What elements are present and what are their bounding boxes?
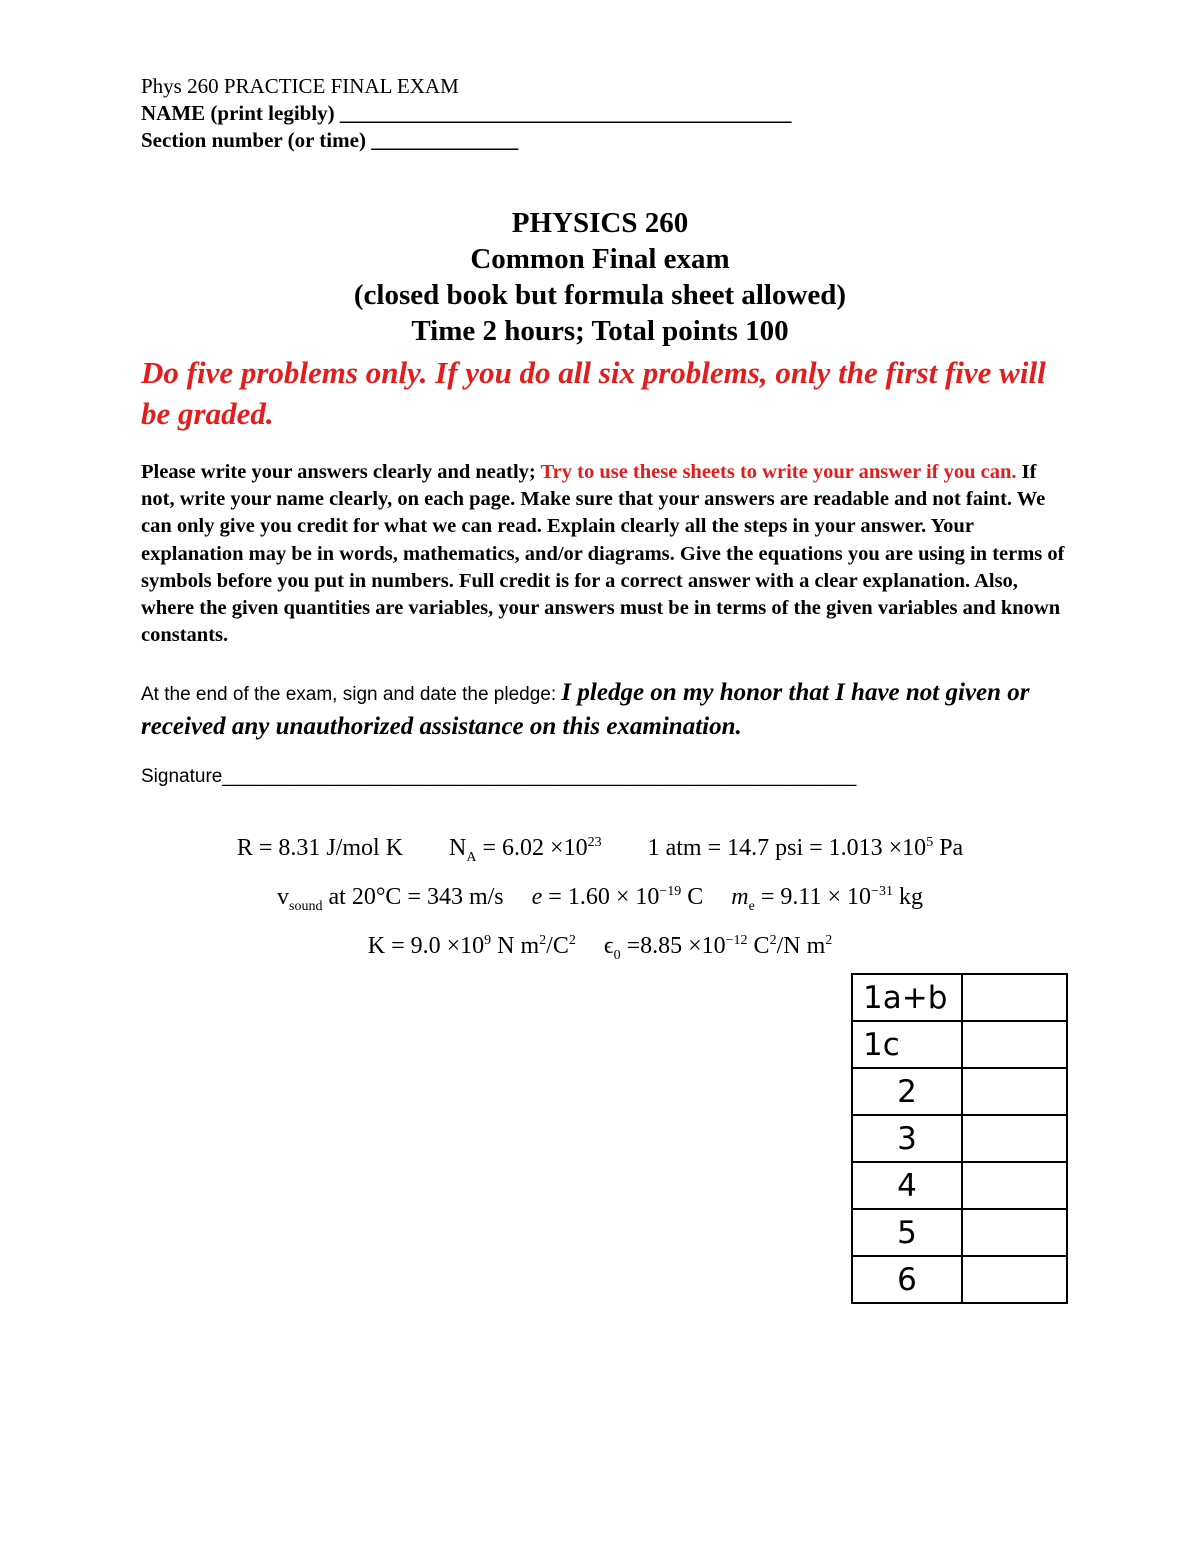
score-row bbox=[852, 1162, 1067, 1209]
red-instruction: Do five problems only. If you do all six problems, only the first five will be graded. bbox=[141, 355, 1046, 431]
score-row-label: 1a+b bbox=[852, 974, 962, 1021]
score-cell bbox=[962, 1209, 1067, 1256]
avogadro-number: $N_A = 6.02 \times 10^{23}$ bbox=[449, 835, 602, 865]
course-line: Phys 260 PRACTICE FINAL EXAM bbox=[141, 74, 459, 98]
score-cell bbox=[962, 974, 1067, 1021]
score-cell bbox=[962, 1021, 1067, 1068]
instructions-paragraph bbox=[141, 459, 1071, 649]
constants-row-2 bbox=[0, 875, 1200, 924]
score-cell bbox=[962, 1162, 1067, 1209]
constants-row-1 bbox=[0, 826, 1200, 875]
score-row bbox=[852, 1021, 1067, 1068]
score-row bbox=[852, 974, 1067, 1021]
instructions-red-part: Try to use these sheets to write your answer if you can. bbox=[540, 461, 1017, 483]
title-time-points: Time 2 hours; Total points 100 bbox=[411, 315, 789, 347]
constants-row-3 bbox=[0, 924, 1200, 973]
electron-charge: $e = 1.60 \times 10^{-19}$ C bbox=[531, 883, 704, 910]
score-cell bbox=[962, 1068, 1067, 1115]
pledge-lead: At the end of the exam, sign and date the pledge: bbox=[141, 684, 562, 705]
score-table bbox=[851, 973, 1068, 1304]
speed-of-sound: $v_{sound}$ at 20°C = 343 m/s bbox=[277, 883, 504, 914]
section-field-line: Section number (or time) ______________ bbox=[141, 128, 519, 152]
pledge-paragraph bbox=[141, 677, 1071, 744]
score-row-label: 4 bbox=[852, 1162, 962, 1209]
name-field-line: NAME (print legibly) ___________________________________________ bbox=[141, 101, 792, 125]
score-row bbox=[852, 1209, 1067, 1256]
score-row bbox=[852, 1068, 1067, 1115]
electron-mass: $m_e = 9.11 \times 10^{-31}$ kg bbox=[731, 883, 923, 914]
coulomb-constant: $K = 9.0 \times 10^9$ N $m^2/C^2$ bbox=[367, 932, 576, 959]
pledge-text: I pledge on my honor that I have not given or received any unauthorized assistance on this examination. bbox=[141, 679, 1030, 740]
signature-line: Signature____________________________________________________________ bbox=[141, 766, 857, 787]
instructions-part2: If not, write your name clearly, on each page. Make sure that your answers are readable and not faint. We can only give you credit for what we can read. Explain clearly all the steps in your answer. Your explanation may be in words, mathematics, and/or diagrams. Give the equations you are using in terms of symbols before you put in numbers. Full credit is for a correct answer with a clear explanation. Also, where the given quantities are variables, your answers must be in terms of the given variables and known constants. bbox=[141, 461, 1065, 647]
score-row-label: 2 bbox=[852, 1068, 962, 1115]
atm-conversion: 1 atm = 14.7 psi = $1.013 \times 10^5$ Pa bbox=[647, 835, 964, 861]
score-row bbox=[852, 1256, 1067, 1303]
score-row-label: 5 bbox=[852, 1209, 962, 1256]
exam-title bbox=[0, 205, 1200, 349]
constants-block bbox=[0, 826, 1200, 972]
score-row-label: 6 bbox=[852, 1256, 962, 1303]
permittivity-constant: $\epsilon_0 =8.85 \times 10^{-12}$ $C^2/N$ $m^2$ bbox=[603, 932, 833, 963]
exam-header bbox=[141, 73, 791, 154]
score-cell bbox=[962, 1256, 1067, 1303]
title-rules: (closed book but formula sheet allowed) bbox=[353, 279, 847, 311]
score-row-label: 1c bbox=[852, 1021, 962, 1068]
title-exam-type: Common Final exam bbox=[470, 243, 730, 275]
title-course: PHYSICS 260 bbox=[511, 207, 689, 239]
instructions-part1: Please write your answers clearly and neatly; bbox=[141, 461, 541, 483]
score-cell bbox=[962, 1115, 1067, 1162]
gas-constant: R = 8.31 J/mol K bbox=[236, 835, 404, 861]
score-row bbox=[852, 1115, 1067, 1162]
score-row-label: 3 bbox=[852, 1115, 962, 1162]
